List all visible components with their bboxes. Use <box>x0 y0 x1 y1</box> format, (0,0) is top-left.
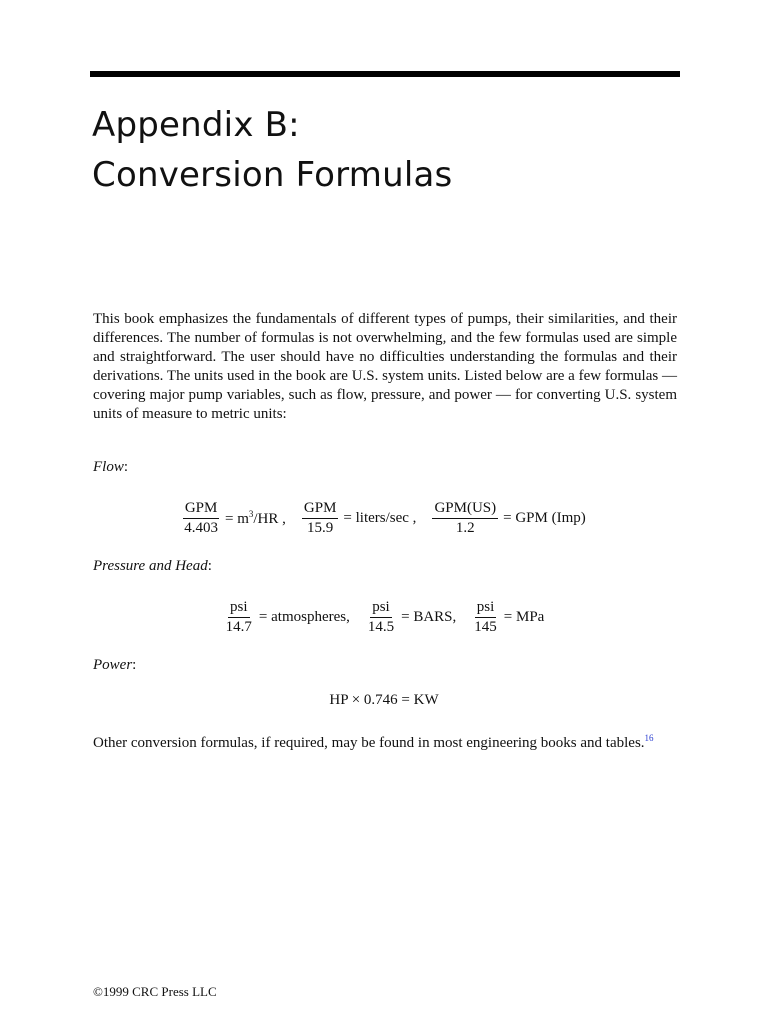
pressure-eq2-fraction <box>366 599 396 636</box>
flow-eq1-fraction <box>182 500 220 537</box>
flow-label: Flow: <box>93 459 129 475</box>
pressure-eq3-numerator: psi <box>475 599 497 618</box>
title-line-2: Conversion Formulas <box>92 155 453 195</box>
flow-eq2-numerator: GPM <box>302 500 339 519</box>
flow-eq1-exponent: 3 <box>248 509 254 519</box>
pressure-equations <box>0 599 768 636</box>
power-equation: HP × 0.746 = KW <box>329 692 439 708</box>
title-line-1: Appendix B: <box>92 105 300 145</box>
reference-link[interactable]: 16 <box>644 733 654 743</box>
pressure-eq2-denominator: 14.5 <box>367 619 395 635</box>
pressure-eq3-denominator: 145 <box>474 619 497 635</box>
flow-eq1-denominator: 4.403 <box>184 520 218 536</box>
pressure-eq3-fraction <box>472 599 499 636</box>
flow-eq3-denominator: 1.2 <box>455 520 475 536</box>
flow-eq2-denominator: 15.9 <box>307 520 334 536</box>
pressure-eq2-result: = BARS, <box>401 609 457 625</box>
outro-text: Other conversion formulas, if required, may be found in most engineering books and tables. <box>93 735 645 751</box>
pressure-label: Pressure and Head: <box>93 558 212 574</box>
pressure-eq3-result: = MPa <box>503 609 545 625</box>
flow-eq1-result-a: = m <box>224 511 249 527</box>
flow-eq1-result-b: /HR , <box>253 511 286 527</box>
flow-label-text: Flow <box>93 459 124 475</box>
page-title <box>92 100 452 200</box>
copyright-footer: ©1999 CRC Press LLC <box>93 984 217 999</box>
flow-eq2-result: = liters/sec , <box>343 510 417 526</box>
pressure-eq1-fraction <box>224 599 254 636</box>
flow-eq3-fraction <box>432 500 498 537</box>
pressure-eq1-numerator: psi <box>228 599 250 618</box>
power-equations <box>0 692 768 709</box>
pressure-label-text: Pressure and Head <box>93 558 208 574</box>
power-label: Power: <box>93 657 137 673</box>
flow-eq2-fraction <box>302 500 339 537</box>
flow-eq3-numerator: GPM(US) <box>432 500 498 519</box>
pressure-eq1-denominator: 14.7 <box>225 619 252 635</box>
top-rule <box>90 71 680 77</box>
pressure-eq2-numerator: psi <box>370 599 392 618</box>
pressure-eq1-result: = atmospheres, <box>258 609 350 625</box>
power-label-text: Power <box>93 657 133 673</box>
flow-equations <box>0 500 768 537</box>
flow-eq3-result: = GPM (Imp) <box>503 510 586 526</box>
flow-eq1-numerator: GPM <box>183 500 220 519</box>
flow-eq1-result <box>225 509 286 528</box>
intro-paragraph: This book emphasizes the fundamentals of different types of pumps, their similarities, and their differences. The number of formulas is not overwhelming, and the few formulas used are simple and straightforward. The user should have no difficulties understanding the formulas and their derivations. The units used in the book are U.S. system units. Listed below are a few formulas — covering major pump variables, such as flow, pressure, and power — for converting U.S. system units of measure to metric units: <box>93 311 677 422</box>
outro-paragraph <box>93 729 677 753</box>
